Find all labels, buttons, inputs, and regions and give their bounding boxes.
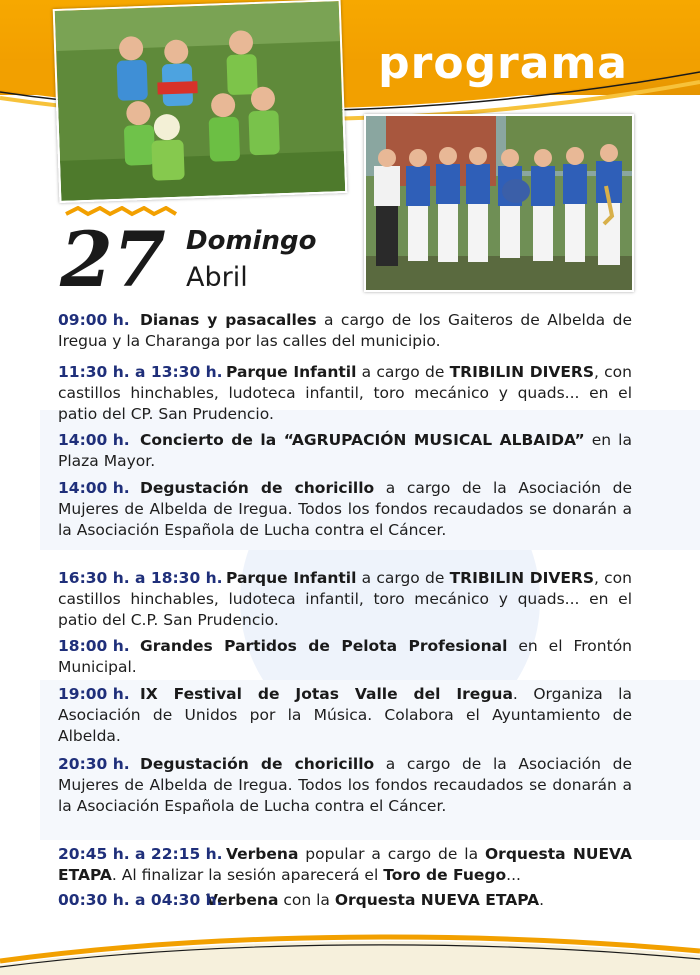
event-item — [58, 430, 632, 472]
event-time: 18:00 h. — [58, 637, 130, 655]
page-title: programa — [378, 38, 628, 89]
event-item — [58, 890, 632, 911]
event-time: 14:00 h. — [58, 431, 130, 449]
event-description: Parque Infantil a cargo de TRIBILIN DIVERS, con castillos hinchables, ludoteca infantil, toro mecánico y quads... en el patio del C.P. San Prudencio. — [58, 569, 632, 629]
event-time: 11:30 h. a 13:30 h. — [58, 363, 223, 381]
event-time: 20:45 h. a 22:15 h. — [58, 845, 223, 863]
event-description: Degustación de choricillo a cargo de la Asociación de Mujeres de Albelda de Iregua. Todos los fondos recaudados se donarán a la Asociación Española de Lucha contra el Cáncer. — [58, 479, 632, 539]
event-description: Parque Infantil a cargo de TRIBILIN DIVERS, con castillos hinchables, ludoteca infantil, toro mecánico y quads... en el patio del CP. San Prudencio. — [58, 363, 632, 423]
event-item — [58, 636, 632, 678]
date-day: Domingo — [186, 226, 317, 256]
event-item — [58, 310, 632, 352]
event-item — [58, 684, 632, 747]
date-month: Abril — [186, 262, 248, 293]
event-description: Grandes Partidos de Pelota Profesional en el Frontón Municipal. — [58, 637, 632, 676]
date-number: 27 — [60, 215, 166, 292]
event-time: 19:00 h. — [58, 685, 130, 703]
event-item — [58, 478, 632, 541]
event-item — [58, 362, 632, 425]
event-description: Verbena con la Orquesta NUEVA ETAPA. — [206, 891, 545, 909]
event-item — [58, 754, 632, 817]
footer-swoosh — [0, 925, 700, 975]
event-item — [58, 568, 632, 631]
event-description: Concierto de la “AGRUPACIÓN MUSICAL ALBAIDA” en la Plaza Mayor. — [58, 431, 632, 470]
event-description: Verbena popular a cargo de la Orquesta NUEVA ETAPA. Al finalizar la sesión aparecerá el Toro de Fuego... — [58, 845, 632, 884]
event-time: 09:00 h. — [58, 311, 130, 329]
event-time: 14:00 h. — [58, 479, 130, 497]
event-description: IX Festival de Jotas Valle del Iregua. Organiza la Asociación de Unidos por la Música. Colabora el Ayuntamiento de Albelda. — [58, 685, 632, 745]
event-description: Degustación de choricillo a cargo de la Asociación de Mujeres de Albelda de Iregua. Todos los fondos recaudados se donarán a la Asociación Española de Lucha contra el Cáncer. — [58, 755, 632, 815]
band-photo — [364, 114, 634, 292]
event-item — [58, 844, 632, 886]
children-photo — [53, 0, 348, 203]
event-time: 16:30 h. a 18:30 h. — [58, 569, 223, 587]
event-time: 20:30 h. — [58, 755, 130, 773]
event-description: Dianas y pasacalles a cargo de los Gaiteros de Albelda de Iregua y la Charanga por las calles del municipio. — [58, 311, 632, 350]
date-number-graphic — [56, 206, 180, 292]
event-time: 00:30 h. a 04:30 h. — [58, 891, 223, 909]
